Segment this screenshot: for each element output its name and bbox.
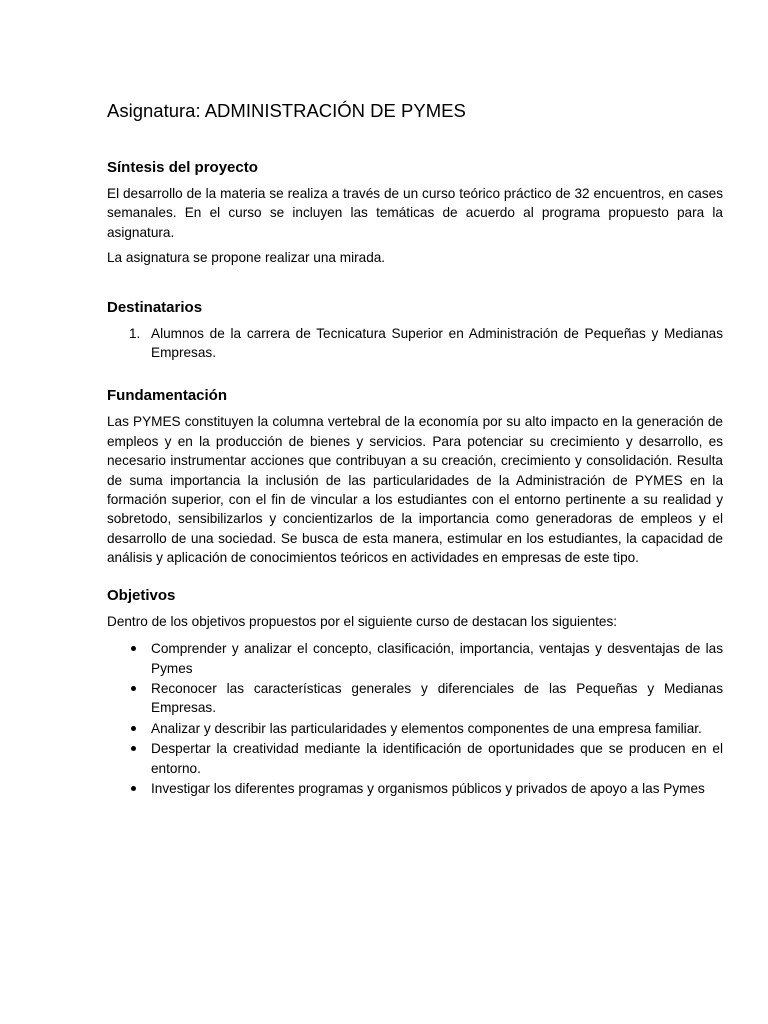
section-heading-sintesis: Síntesis del proyecto (107, 159, 258, 176)
list-item (107, 679, 723, 718)
list-number: 1. (129, 325, 141, 341)
section-heading-destinatarios: Destinatarios (107, 298, 203, 316)
list-item-text: Reconocer las características generales y diferenciales de las Pequeñas y Medianas Empresas. (151, 680, 723, 716)
document-page (107, 98, 723, 799)
section-fundamentacion (107, 386, 723, 567)
bullet-icon (131, 746, 136, 751)
section-heading-fundamentacion: Fundamentación (107, 387, 228, 405)
list-item-text: Analizar y describir las particularidades y elementos componentes de una empresa familiar. (151, 720, 702, 736)
list-item (107, 719, 723, 738)
list-item-text: Investigar los diferentes programas y organismos públicos y privados de apoyo a las Pymes (151, 780, 705, 796)
list-item (107, 779, 723, 798)
section-sintesis (107, 158, 723, 268)
bullet-icon (131, 646, 136, 651)
bullet-icon (131, 786, 136, 791)
list-item (107, 739, 723, 778)
section-objetivos (107, 586, 723, 799)
section-destinatarios (107, 298, 723, 363)
list-item-text: Comprender y analizar el concepto, clasificación, importancia, ventajas y desventajas de las Pymes (151, 641, 723, 676)
sintesis-paragraph-1: El desarrollo de la materia se realiza a través de un curso teórico práctico de 32 encuentros, en cases semanales. En el curso se incluyen las temáticas de acuerdo al programa propuesto para la asignatura. (107, 186, 723, 240)
list-item (107, 639, 723, 678)
sintesis-paragraph-2: La asignatura se propone realizar una mirada. (107, 250, 386, 266)
fundamentacion-paragraph: Las PYMES constituyen la columna vertebral de la economía por su alto impacto en la generación de empleos y en la producción de bienes y servicios. Para potenciar su crecimiento y desarrollo, es necesario instrumentar acciones que contribuyan a su creación, crecimiento y consolidación. Resulta de suma importancia la inclusión de las particularidades de la Administración de PYMES en la formación superior, con el fin de vincular a los estudiantes con el entorno pertinente a su realidad y sobretodo, sensibilizarlos y concientizarlos de la importancia como generadoras de empleos y el desarrollo de una sociedad. Se busca de esta manera, estimular en los estudiantes, la capacidad de análisis y aplicación de conocimientos teóricos en actividades en empresas de este tipo. (107, 414, 723, 566)
section-heading-objetivos: Objetivos (107, 586, 176, 604)
destinatarios-list (107, 324, 723, 363)
objetivos-intro: Dentro de los objetivos propuestos por el siguiente curso de destacan los siguientes: (107, 613, 618, 629)
document-title: Asignatura: ADMINISTRACIÓN DE PYMES (107, 100, 466, 121)
list-item-text: Alumnos de la carrera de Tecnicatura Superior en Administración de Pequeñas y Medianas Empresas. (151, 325, 723, 361)
list-item-text: Despertar la creatividad mediante la identificación de oportunidades que se producen en el entorno. (151, 741, 723, 776)
list-item (107, 324, 723, 363)
objetivos-list (107, 639, 723, 798)
bullet-icon (131, 686, 136, 691)
bullet-icon (131, 726, 136, 731)
